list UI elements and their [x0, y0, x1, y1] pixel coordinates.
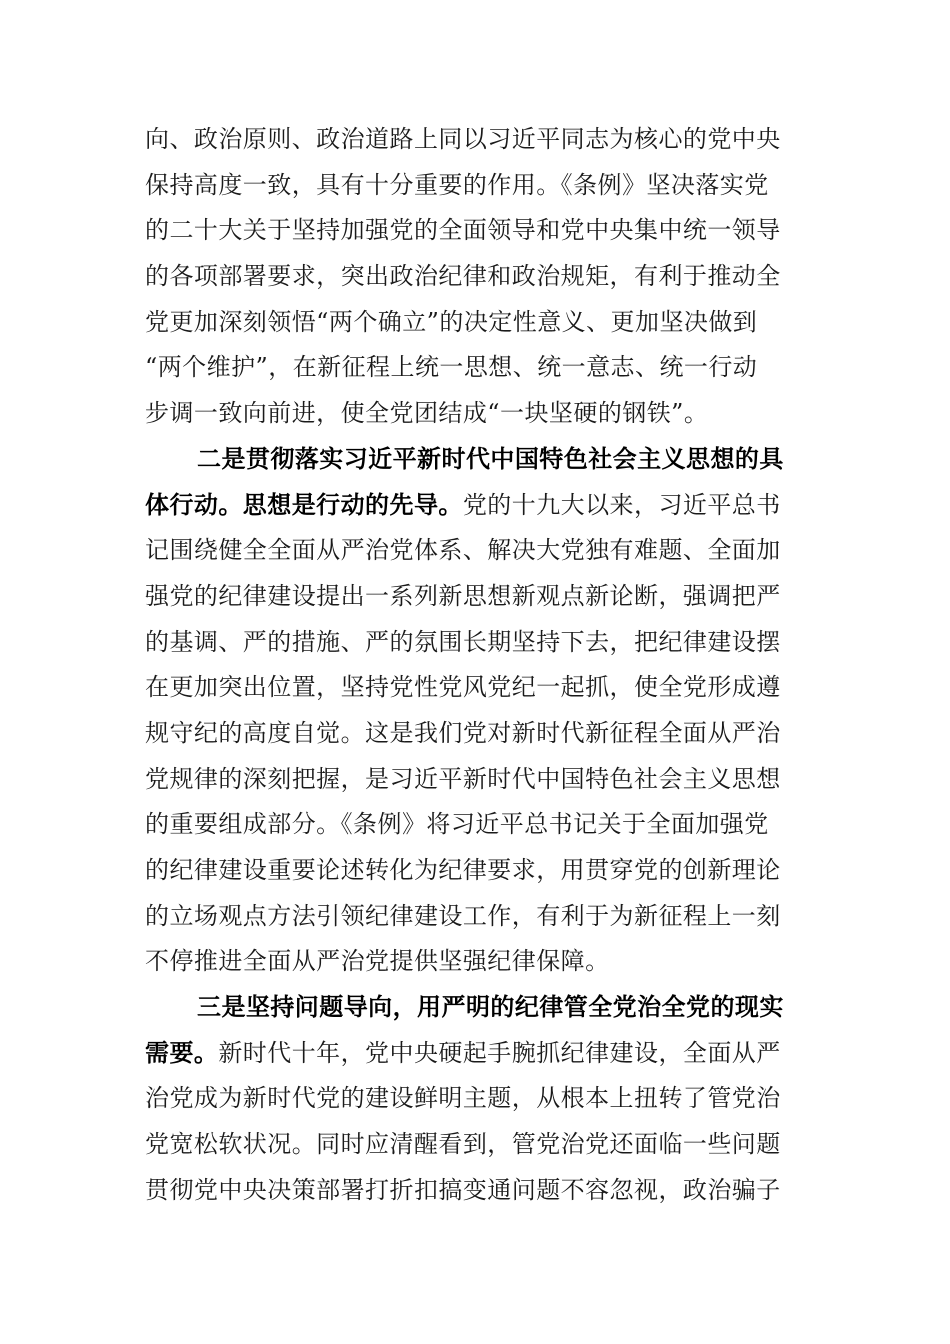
paragraph-1 [145, 117, 810, 437]
text-segment: 党的十九大以来，习近平总书 [462, 490, 781, 519]
paragraph-2 [145, 437, 810, 985]
text-line: 党宽松软状况。同时应清醒看到，管党治党还面临一些问题 [145, 1130, 781, 1159]
text-line: 的基调、严的措施、严的氛围长期坚持下去，把纪律建设摆 [145, 627, 781, 656]
text-line: 不停推进全面从严治党提供坚强纪律保障。 [145, 947, 610, 976]
text-line: 的各项部署要求，突出政治纪律和政治规矩，有利于推动全 [145, 262, 781, 291]
text-line: 的纪律建设重要论述转化为纪律要求，用贯穿党的创新理论 [145, 856, 781, 884]
text-line: 的重要组成部分。《条例》将习近平总书记关于全面加强党 [145, 810, 769, 839]
text-line: 在更加突出位置，坚持党性党风党纪一起抓，使全党形成遵 [145, 673, 781, 702]
text-line: 记围绕健全全面从严治党体系、解决大党独有难题、全面加 [145, 536, 781, 565]
text-line: 向、政治原则、政治道路上同以习近平同志为核心的党中央 [145, 125, 781, 153]
text-line: 步调一致向前进，使全党团结成“一块坚硬的钢铁”。 [145, 399, 709, 428]
text-line: 的立场观点方法引领纪律建设工作，有利于为新征程上一刻 [145, 901, 781, 930]
paragraph-heading: 三是坚持问题导向，用严明的纪律管全党治全党的现实 [197, 993, 784, 1022]
document-body [145, 117, 810, 1214]
text-line: 强党的纪律建设提出一系列新思想新观点新论断，强调把严 [145, 581, 781, 610]
text-line [145, 483, 810, 529]
text-line: 规守纪的高度自觉。这是我们党对新时代新征程全面从严治 [145, 718, 781, 747]
text-line: 党更加深刻领悟“两个确立”的决定性意义、更加坚决做到 [145, 307, 758, 336]
text-line: 治党成为新时代党的建设鲜明主题，从根本上扭转了管党治 [145, 1084, 781, 1113]
paragraph-heading-tail: 需要。 [145, 1038, 219, 1067]
text-line: 保持高度一致，具有十分重要的作用。《条例》坚决落实党 [145, 170, 769, 199]
paragraph-heading-tail: 体行动。思想是行动的先导。 [145, 490, 463, 519]
text-line: 党规律的深刻把握，是习近平新时代中国特色社会主义思想 [145, 764, 781, 793]
paragraph-3 [145, 985, 810, 1213]
text-segment: 新时代十年，党中央硬起手腕抓纪律建设，全面从严 [218, 1038, 781, 1067]
paragraph-heading: 二是贯彻落实习近平新时代中国特色社会主义思想的具 [197, 444, 784, 473]
text-line [145, 1031, 810, 1077]
text-line: 贯彻党中央决策部署打折扣搞变通问题不容忽视，政治骗子 [145, 1175, 781, 1204]
text-line: 的二十大关于坚持加强党的全面领导和党中央集中统一领导 [145, 216, 781, 245]
text-line: “两个维护”，在新征程上统一思想、统一意志、统一行动 [145, 353, 758, 382]
